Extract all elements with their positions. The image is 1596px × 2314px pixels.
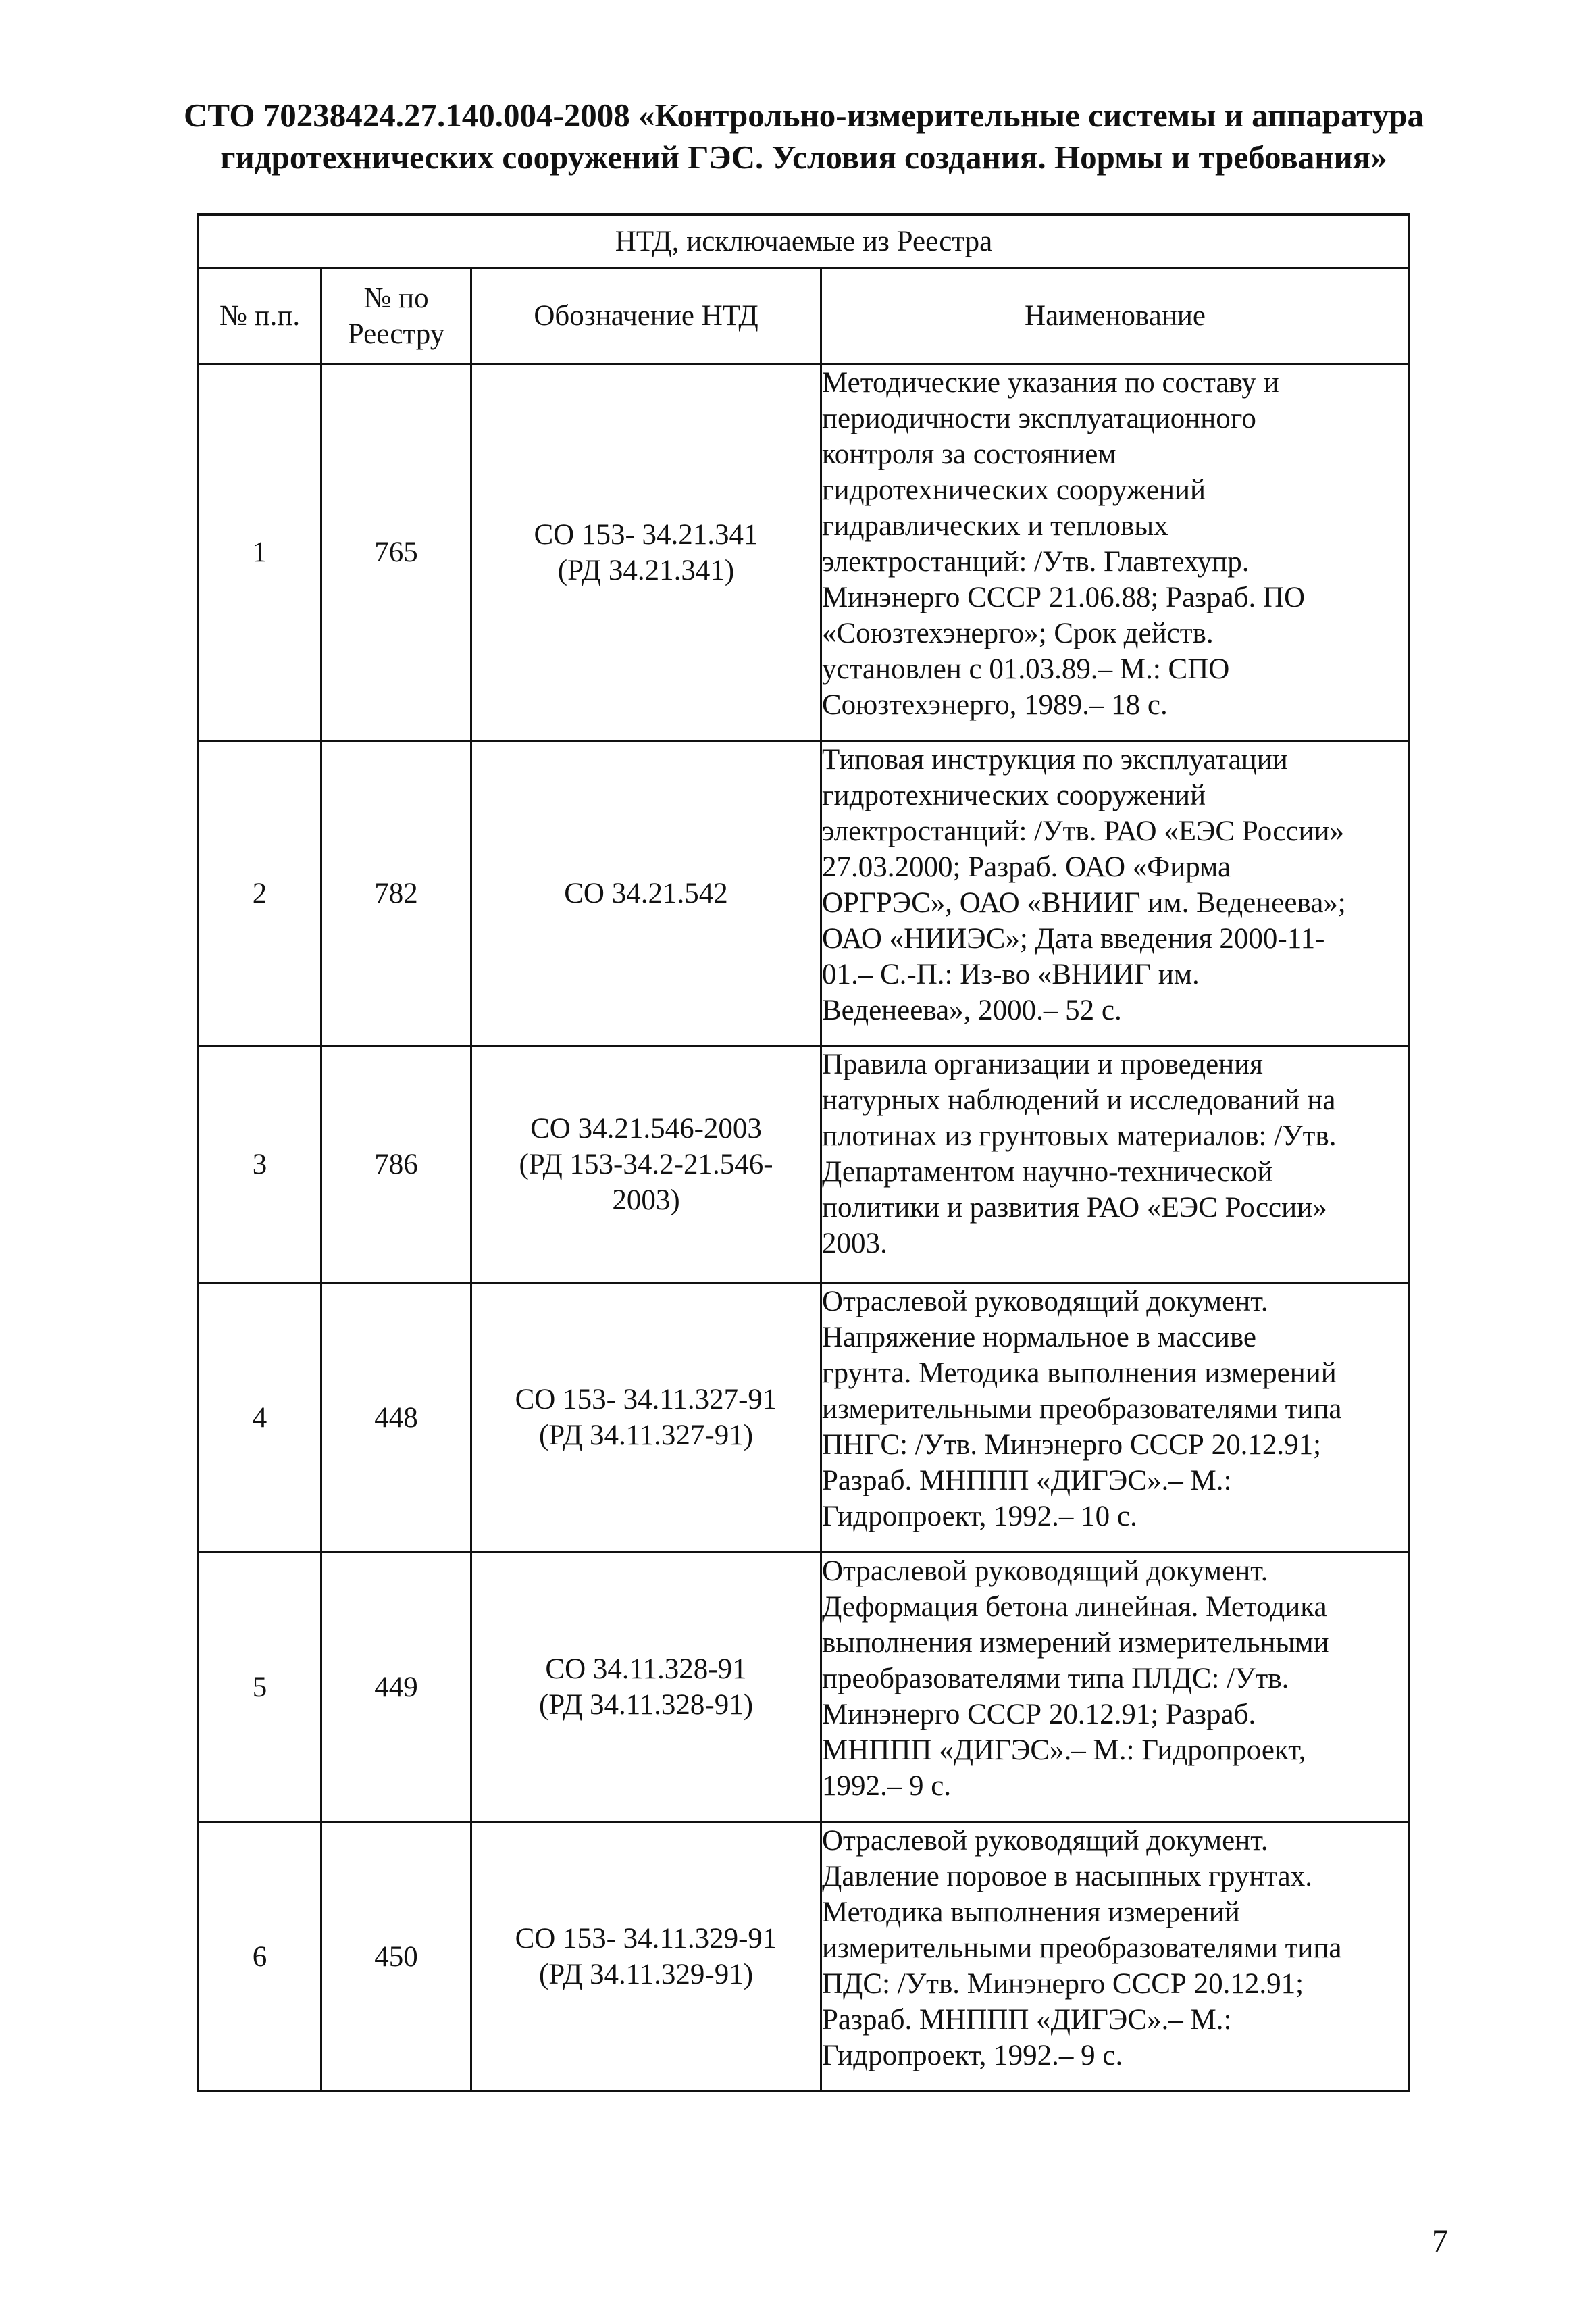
registry-number: 450 [321, 1822, 471, 2092]
document-code [471, 1822, 821, 2092]
document-title-line: Методические указания по составу и [822, 367, 1279, 399]
header-line-1: СТО 70238424.27.140.004-2008 «Контрольно-измерительные системы и аппаратура [183, 97, 1424, 134]
document-title-line: преобразователями типа ПЛДС: /Утв. [822, 1663, 1289, 1694]
document-title-line: гидротехнических сооружений [822, 474, 1206, 506]
document-title-line: Деформация бетона линейная. Методика [822, 1591, 1327, 1623]
document-title [821, 741, 1410, 1046]
document-title-line: Минэнерго СССР 20.12.91; Разраб. [822, 1699, 1256, 1730]
document-code-line-1: СО 34.11.328-91 [545, 1653, 747, 1685]
document-header [108, 95, 1499, 178]
document-title-line: электростанций: /Утв. РАО «ЕЭС России» [822, 815, 1344, 847]
document-title-line: Отраслевой руководящий документ. [822, 1555, 1268, 1587]
row-number: 1 [199, 364, 321, 741]
document-title-line: электростанций: /Утв. Главтехупр. [822, 546, 1250, 578]
document-title-line: Разраб. МНППП «ДИГЭС».– М.: [822, 1465, 1232, 1496]
document-title-line: выполнения измерений измерительными [822, 1627, 1329, 1659]
document-title-line: ОРГРЭС», ОАО «ВНИИГ им. Веденеева»; [822, 887, 1346, 919]
document-title-line: Напряжение нормальное в массиве [822, 1322, 1257, 1353]
column-header-registry-no [321, 268, 471, 364]
document-code-line-2: (РД 34.11.327-91) [538, 1419, 754, 1451]
document-title-line: Департаментом научно-технической [822, 1156, 1273, 1188]
table-row [199, 1822, 1410, 2092]
document-title [821, 1283, 1410, 1553]
document-title-line: Гидропроект, 1992.– 9 с. [822, 2040, 1123, 2071]
document-title-line: плотинах из грунтовых материалов: /Утв. [822, 1120, 1337, 1152]
document-title-line: Минэнерго СССР 21.06.88; Разраб. ПО [822, 582, 1306, 613]
document-title-line: гидравлических и тепловых [822, 510, 1168, 542]
document-code-line-2: (РД 153-34.2-21.546- [519, 1148, 773, 1180]
registry-number: 765 [321, 364, 471, 741]
document-code [471, 741, 821, 1046]
registry-number: 786 [321, 1046, 471, 1283]
table-row [199, 1553, 1410, 1822]
registry-number: 782 [321, 741, 471, 1046]
row-number: 2 [199, 741, 321, 1046]
document-title-line: гидротехнических сооружений [822, 780, 1206, 811]
row-number: 5 [199, 1553, 321, 1822]
document-title-line: политики и развития РАО «ЕЭС России» [822, 1192, 1327, 1224]
row-number: 6 [199, 1822, 321, 2092]
document-code-line-1: СО 34.21.542 [564, 877, 728, 909]
header-line-2: гидротехнических сооружений ГЭС. Условия создания. Нормы и требования» [220, 139, 1387, 176]
document-title-line: 1992.– 9 с. [822, 1770, 952, 1802]
document-code-line-1: СО 153- 34.21.341 [534, 518, 758, 551]
table-row [199, 1046, 1410, 1283]
document-code-line-3: 2003) [612, 1184, 680, 1216]
document-title-line: МНППП «ДИГЭС».– М.: Гидропроект, [822, 1734, 1306, 1766]
document-code-line-1: СО 34.21.546-2003 [530, 1112, 762, 1145]
document-title-line: Методика выполнения измерений [822, 1896, 1240, 1928]
document-title-line: ОАО «НИИЭС»; Дата введения 2000-11- [822, 923, 1325, 955]
column-header-registry-line-2: Реестру [347, 318, 445, 350]
column-header-code: Обозначение НТД [471, 268, 821, 364]
table-row [199, 1283, 1410, 1553]
page-number: 7 [1432, 2223, 1448, 2259]
document-title-line: периодичности эксплуатационного [822, 403, 1256, 434]
document-title-line: «Союзтехэнерго»; Срок действ. [822, 618, 1214, 649]
excluded-documents-table [197, 213, 1410, 2092]
registry-number: 449 [321, 1553, 471, 1822]
document-title-line: Типовая инструкция по эксплуатации [822, 744, 1288, 776]
table-caption: НТД, исключаемые из Реестра [199, 215, 1410, 268]
document-code-line-2: (РД 34.21.341) [557, 554, 735, 586]
document-title-line: контроля за состоянием [822, 438, 1116, 470]
document-code [471, 1283, 821, 1553]
document-title [821, 1046, 1410, 1283]
column-header-title: Наименование [821, 268, 1410, 364]
column-header-registry-line-1: № по [363, 282, 429, 314]
document-title-line: 27.03.2000; Разраб. ОАО «Фирма [822, 851, 1231, 883]
column-header-num: № п.п. [199, 268, 321, 364]
document-title-line: измерительными преобразователями типа [822, 1393, 1342, 1425]
document-title-line: 2003. [822, 1228, 887, 1259]
document-title-line: измерительными преобразователями типа [822, 1932, 1342, 1964]
document-code [471, 364, 821, 741]
table-row [199, 364, 1410, 741]
document-title-line: ПНГС: /Утв. Минэнерго СССР 20.12.91; [822, 1429, 1322, 1461]
document-title [821, 1553, 1410, 1822]
document-code-line-1: СО 153- 34.11.327-91 [515, 1384, 777, 1415]
document-code-line-1: СО 153- 34.11.329-91 [515, 1923, 777, 1955]
document-title-line: установлен с 01.03.89.– М.: СПО [822, 653, 1230, 685]
row-number: 4 [199, 1283, 321, 1553]
document-code-line-2: (РД 34.11.328-91) [538, 1689, 754, 1721]
document-title-line: Давление поровое в насыпных грунтах. [822, 1861, 1312, 1892]
document-title-line: Союзтехэнерго, 1989.– 18 с. [822, 689, 1168, 721]
registry-number: 448 [321, 1283, 471, 1553]
document-title-line: Отраслевой руководящий документ. [822, 1825, 1268, 1857]
document-title-line: Правила организации и проведения [822, 1049, 1263, 1080]
document-title-line: Отраслевой руководящий документ. [822, 1286, 1268, 1317]
document-code [471, 1553, 821, 1822]
table-header-row [199, 268, 1410, 364]
table-row [199, 741, 1410, 1046]
document-code [471, 1046, 821, 1283]
document-title-line: Разраб. МНППП «ДИГЭС».– М.: [822, 2004, 1232, 2036]
document-title-line: Гидропроект, 1992.– 10 с. [822, 1501, 1137, 1532]
document-title-line: ПДС: /Утв. Минэнерго СССР 20.12.91; [822, 1968, 1304, 2000]
document-title-line: Веденеева», 2000.– 52 с. [822, 995, 1122, 1026]
document-title-line: натурных наблюдений и исследований на [822, 1084, 1336, 1116]
document-title-line: грунта. Методика выполнения измерений [822, 1357, 1337, 1389]
document-title [821, 364, 1410, 741]
document-title [821, 1822, 1410, 2092]
row-number: 3 [199, 1046, 321, 1283]
document-code-line-2: (РД 34.11.329-91) [538, 1959, 754, 1990]
document-title-line: 01.– С.-П.: Из-во «ВНИИГ им. [822, 959, 1200, 990]
